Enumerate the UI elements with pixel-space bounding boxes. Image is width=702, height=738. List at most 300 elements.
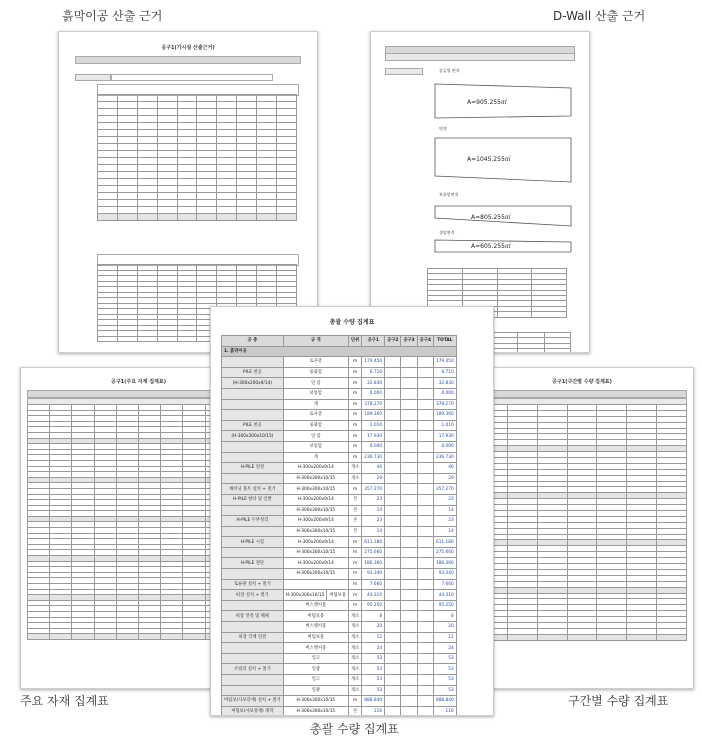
value-zone3 xyxy=(401,558,417,569)
table-cell xyxy=(217,102,237,109)
table-cell xyxy=(257,144,277,151)
dwall-sheet xyxy=(370,31,590,353)
table-cell xyxy=(161,634,183,640)
summary-header-row xyxy=(222,336,457,347)
item-spec: H-300x300x10/15 xyxy=(283,547,348,558)
value-total: 357.270 xyxy=(433,484,456,495)
table-cell xyxy=(257,193,277,200)
value-zone3 xyxy=(401,643,417,654)
table-cell xyxy=(237,179,257,186)
table-cell xyxy=(98,137,118,144)
table-cell xyxy=(117,172,137,179)
value-zone1: 46 xyxy=(362,463,385,474)
value-total: 7.660 xyxy=(433,579,456,590)
table-cell xyxy=(237,165,257,172)
table-cell xyxy=(217,158,237,165)
table-cell xyxy=(117,123,137,130)
value-zone2 xyxy=(385,420,401,431)
table-cell xyxy=(257,102,277,109)
value-total: 23 xyxy=(433,516,456,527)
table-cell xyxy=(277,116,297,123)
column-header: 단위 xyxy=(348,336,361,347)
table-cell xyxy=(177,172,197,179)
table-cell xyxy=(137,144,157,151)
table-cell xyxy=(257,95,277,102)
column-header: 공구1 xyxy=(362,336,385,347)
item-name: 토류판 설치 + 철거 xyxy=(222,579,284,590)
value-zone3 xyxy=(401,441,417,452)
header-bar xyxy=(75,56,301,64)
table-cell xyxy=(257,116,277,123)
value-total: 14 xyxy=(433,505,456,516)
table-cell xyxy=(137,186,157,193)
item-unit: m xyxy=(348,420,361,431)
table-cell xyxy=(237,214,257,221)
value-zone2 xyxy=(385,463,401,474)
caption-earth-retaining: 흙막이공 산출 근거 xyxy=(62,9,163,23)
item-unit: 개소 xyxy=(348,685,361,696)
table-cell xyxy=(237,151,257,158)
table-cell xyxy=(137,165,157,172)
table-cell xyxy=(177,137,197,144)
section-label: 1. 흙막이공 xyxy=(222,346,457,357)
table-cell xyxy=(117,214,137,221)
table-cell xyxy=(117,179,137,186)
table-cell xyxy=(197,172,217,179)
value-total: 20 xyxy=(433,622,456,633)
item-material: 버팀보용 xyxy=(327,590,349,601)
item-unit: m xyxy=(348,547,361,558)
value-total: 888.840 xyxy=(433,696,456,707)
value-zone3 xyxy=(401,505,417,516)
table-cell xyxy=(197,158,217,165)
table-cell xyxy=(217,109,237,116)
table-cell xyxy=(237,102,257,109)
item-name xyxy=(222,600,284,611)
table-cell xyxy=(117,151,137,158)
value-zone1: 95.250 xyxy=(362,600,385,611)
value-zone3 xyxy=(401,653,417,664)
table-row xyxy=(98,130,297,137)
value-zone1: 179.450 xyxy=(362,357,385,368)
table-cell xyxy=(137,130,157,137)
item-name xyxy=(222,526,284,537)
table-cell xyxy=(98,123,118,130)
table-cell xyxy=(157,193,177,200)
value-zone4 xyxy=(417,357,433,368)
table-cell xyxy=(197,193,217,200)
summary-row xyxy=(222,410,457,421)
table-cell xyxy=(137,95,157,102)
item-unit: m xyxy=(348,399,361,410)
table-row xyxy=(98,193,297,200)
summary-row xyxy=(222,463,457,474)
value-zone2 xyxy=(385,643,401,654)
item-spec: H-300x200x9/14 xyxy=(283,516,348,527)
mini-grid xyxy=(97,94,297,221)
table-cell xyxy=(217,179,237,186)
value-zone1: 32.830 xyxy=(362,378,385,389)
value-zone4 xyxy=(417,516,433,527)
value-zone1: 888.840 xyxy=(362,696,385,707)
value-zone1: 14 xyxy=(362,505,385,516)
value-zone4 xyxy=(417,685,433,696)
table-cell xyxy=(257,165,277,172)
table-cell xyxy=(177,95,197,102)
value-zone3 xyxy=(401,526,417,537)
value-zone3 xyxy=(401,632,417,643)
table-cell xyxy=(237,137,257,144)
value-zone4 xyxy=(417,643,433,654)
table-cell xyxy=(532,312,567,317)
value-zone3 xyxy=(401,579,417,590)
value-zone1: 53 xyxy=(362,664,385,675)
table-cell xyxy=(237,186,257,193)
summary-row xyxy=(222,452,457,463)
table-cell xyxy=(117,109,137,116)
value-total: 12 xyxy=(433,632,456,643)
table-cell xyxy=(237,193,257,200)
mini-grid xyxy=(477,404,687,641)
value-zone4 xyxy=(417,579,433,590)
total-quantity-sheet xyxy=(210,306,494,716)
table-cell xyxy=(94,634,116,640)
table-cell xyxy=(157,186,177,193)
value-zone1: 8 xyxy=(362,611,385,622)
item-material xyxy=(283,579,348,590)
item-name: 버팀보(사보강재) 설치 + 철거 xyxy=(222,696,284,707)
table-cell xyxy=(277,186,297,193)
table-cell xyxy=(98,144,118,151)
table-cell xyxy=(137,207,157,214)
value-zone1: 53 xyxy=(362,685,385,696)
table-row xyxy=(98,214,297,221)
summary-row xyxy=(222,388,457,399)
table-cell xyxy=(257,200,277,207)
item-spec: H-300x300x10/15 xyxy=(283,484,348,495)
item-material: 일광 xyxy=(283,685,348,696)
table-cell xyxy=(197,130,217,137)
item-unit: 개소 xyxy=(348,611,361,622)
item-name xyxy=(222,675,284,686)
table-cell xyxy=(197,165,217,172)
value-zone3 xyxy=(401,431,417,442)
value-zone4 xyxy=(417,696,433,707)
value-zone2 xyxy=(385,558,401,569)
value-zone3 xyxy=(401,706,417,716)
value-zone3 xyxy=(401,611,417,622)
summary-row xyxy=(222,547,457,558)
table-cell xyxy=(257,186,277,193)
item-spec: H-300x300x10/15 xyxy=(283,526,348,537)
dwall-highlight xyxy=(385,68,423,75)
item-name xyxy=(222,357,284,368)
table-cell xyxy=(518,349,544,353)
value-total: 1.010 xyxy=(433,420,456,431)
item-spec: H-300x200x9/14 xyxy=(283,463,348,474)
table-cell xyxy=(117,186,137,193)
item-unit: 개소 xyxy=(348,653,361,664)
value-zone2 xyxy=(385,399,401,410)
item-name: PILE 천공 xyxy=(222,420,284,431)
table-cell xyxy=(177,165,197,172)
item-material: 일고 xyxy=(283,675,348,686)
table-cell xyxy=(137,179,157,186)
value-total: 46 xyxy=(433,463,456,474)
table-row xyxy=(98,137,297,144)
value-zone1: 17.930 xyxy=(362,431,385,442)
value-zone4 xyxy=(417,420,433,431)
value-zone4 xyxy=(417,388,433,399)
table-cell xyxy=(217,193,237,200)
table-cell xyxy=(137,158,157,165)
dwall-label-2: 면적 xyxy=(439,126,447,131)
item-unit: m xyxy=(348,410,361,421)
summary-row xyxy=(222,378,457,389)
item-spec: H-300x300x10/15 xyxy=(283,473,348,484)
table-cell xyxy=(98,172,118,179)
value-zone4 xyxy=(417,452,433,463)
item-material: 보통암 xyxy=(283,388,348,399)
table-cell xyxy=(28,634,50,640)
table-cell xyxy=(98,116,118,123)
item-material: 버스앵커용 xyxy=(283,622,348,633)
table-cell xyxy=(257,130,277,137)
table-cell xyxy=(177,193,197,200)
summary-row xyxy=(222,484,457,495)
table-cell xyxy=(197,95,217,102)
table-cell xyxy=(137,214,157,221)
caption-main-materials: 주요 자재 집계표 xyxy=(20,694,109,708)
value-zone2 xyxy=(385,664,401,675)
value-zone2 xyxy=(385,484,401,495)
value-zone2 xyxy=(385,357,401,368)
table-cell xyxy=(98,95,118,102)
value-total: 53 xyxy=(433,664,456,675)
item-material: 버스앵커용 xyxy=(283,600,348,611)
highlight-row xyxy=(75,74,111,81)
value-zone3 xyxy=(401,410,417,421)
value-total: 24 xyxy=(433,643,456,654)
table-cell xyxy=(98,214,118,221)
table-cell xyxy=(277,207,297,214)
value-zone3 xyxy=(401,473,417,484)
value-zone1: 186.360 xyxy=(362,558,385,569)
table-cell xyxy=(98,151,118,158)
table-cell xyxy=(98,207,118,214)
summary-row xyxy=(222,537,457,548)
value-total: 116 xyxy=(433,706,456,716)
item-spec: H-300x200x9/14 xyxy=(283,558,348,569)
table-cell xyxy=(237,200,257,207)
item-name: 캐비닛 볼트 설치 + 철거 xyxy=(222,484,284,495)
table-cell xyxy=(98,336,118,342)
value-zone1: 7.660 xyxy=(362,579,385,590)
item-unit: 본 xyxy=(348,494,361,505)
summary-row xyxy=(222,569,457,580)
table-row xyxy=(98,123,297,130)
item-spec: H-300x200x9/14 xyxy=(283,494,348,505)
item-material: 버팀보용 xyxy=(283,611,348,622)
value-total: 8 xyxy=(433,611,456,622)
table-cell xyxy=(157,151,177,158)
dwall-area-1: A=905.255㎡ xyxy=(467,99,507,106)
table-cell xyxy=(217,165,237,172)
item-material: 토사층 xyxy=(283,410,348,421)
table-cell xyxy=(217,123,237,130)
earth-retaining-sheet xyxy=(58,31,318,353)
subheader-row xyxy=(111,74,273,81)
table-cell xyxy=(657,634,687,640)
table-cell xyxy=(277,102,297,109)
sheet-title: 공구1(가시설 산출근거) xyxy=(161,45,215,51)
table-cell xyxy=(237,130,257,137)
table-row xyxy=(98,109,297,116)
table-cell xyxy=(98,200,118,207)
table-cell xyxy=(197,214,217,221)
table-cell xyxy=(157,165,177,172)
table-cell xyxy=(157,116,177,123)
table-cell xyxy=(497,312,532,317)
summary-row xyxy=(222,367,457,378)
table-cell xyxy=(197,207,217,214)
item-name xyxy=(222,643,284,654)
table-row xyxy=(98,172,297,179)
value-zone3 xyxy=(401,388,417,399)
item-name: H-PILE 항타 및 인발 xyxy=(222,494,284,505)
value-zone3 xyxy=(401,537,417,548)
table-cell xyxy=(217,172,237,179)
table-cell xyxy=(157,214,177,221)
summary-row xyxy=(222,558,457,569)
item-name: PILE 천공 xyxy=(222,367,284,378)
value-zone1: 611.180 xyxy=(362,537,385,548)
item-material: 풍화암 xyxy=(283,420,348,431)
table-cell xyxy=(237,207,257,214)
table-cell xyxy=(137,102,157,109)
value-total: 53 xyxy=(433,653,456,664)
table-cell xyxy=(177,207,197,214)
section-header xyxy=(477,390,687,398)
item-material: 버팀보용 xyxy=(283,632,348,643)
dwall-label-4: 경암면적 xyxy=(439,230,455,235)
item-unit: m xyxy=(348,558,361,569)
value-total: 32.830 xyxy=(433,378,456,389)
item-unit: 본 xyxy=(348,526,361,537)
table-cell xyxy=(197,116,217,123)
value-total: 53 xyxy=(433,685,456,696)
value-zone4 xyxy=(417,632,433,643)
table-row xyxy=(478,634,687,640)
summary-row xyxy=(222,696,457,707)
item-name: 띠장 설치 + 철거 xyxy=(222,590,284,601)
value-total: 17.930 xyxy=(433,431,456,442)
column-header: 규 격 xyxy=(283,336,348,347)
item-name: 띠장 연결 및 해체 xyxy=(222,611,284,622)
value-zone1: 23 xyxy=(362,494,385,505)
item-name xyxy=(222,569,284,580)
table-cell xyxy=(137,137,157,144)
table-cell xyxy=(237,95,257,102)
value-zone3 xyxy=(401,516,417,527)
item-unit: m xyxy=(348,569,361,580)
item-material: 연 암 xyxy=(283,378,348,389)
summary-row xyxy=(222,473,457,484)
table-row xyxy=(98,165,297,172)
item-unit: m xyxy=(348,378,361,389)
item-name: (H-300x200x9/14) xyxy=(222,378,284,389)
value-zone3 xyxy=(401,675,417,686)
item-unit: m xyxy=(348,590,361,601)
table-cell xyxy=(217,186,237,193)
item-name xyxy=(222,622,284,633)
value-zone4 xyxy=(417,569,433,580)
item-name: 브릴러 설치 + 철거 xyxy=(222,664,284,675)
value-total: 95.250 xyxy=(433,600,456,611)
item-unit: 개소 xyxy=(348,622,361,633)
table-cell xyxy=(50,634,72,640)
table-cell xyxy=(177,158,197,165)
item-name: H-PILE 연결 xyxy=(222,463,284,474)
item-unit: m xyxy=(348,441,361,452)
table-row xyxy=(98,207,297,214)
item-unit: m xyxy=(348,388,361,399)
table-cell xyxy=(277,214,297,221)
table-cell xyxy=(137,193,157,200)
table-row xyxy=(98,116,297,123)
item-unit: 개소 xyxy=(348,675,361,686)
value-zone3 xyxy=(401,685,417,696)
dwall-area-4: A=605.255㎡ xyxy=(471,243,511,250)
table-cell xyxy=(197,137,217,144)
table-cell xyxy=(277,151,297,158)
value-zone1: 29 xyxy=(362,473,385,484)
value-zone1: 44.310 xyxy=(362,590,385,601)
value-zone3 xyxy=(401,420,417,431)
table-row xyxy=(98,158,297,165)
table-cell xyxy=(277,95,297,102)
value-zone2 xyxy=(385,441,401,452)
item-unit: m xyxy=(348,484,361,495)
value-zone1: 24 xyxy=(362,643,385,654)
value-zone3 xyxy=(401,547,417,558)
value-zone4 xyxy=(417,558,433,569)
value-zone2 xyxy=(385,611,401,622)
table-cell xyxy=(217,144,237,151)
table-cell xyxy=(217,130,237,137)
value-zone2 xyxy=(385,579,401,590)
value-zone1: 378.270 xyxy=(362,399,385,410)
table-cell xyxy=(257,214,277,221)
value-total: 6.710 xyxy=(433,367,456,378)
item-name: (H-300x300x10/15) xyxy=(222,431,284,442)
item-spec: H-300x200x9/14 xyxy=(283,537,348,548)
value-zone1: 1.010 xyxy=(362,420,385,431)
table-cell xyxy=(177,130,197,137)
table-row xyxy=(492,349,571,353)
value-zone1: 53 xyxy=(362,675,385,686)
table-cell xyxy=(277,109,297,116)
table-cell xyxy=(138,634,160,640)
table-cell xyxy=(277,130,297,137)
caption-total-quantity: 총괄 수량 집계표 xyxy=(310,722,399,736)
item-name: H-PILE 절단 xyxy=(222,558,284,569)
item-name xyxy=(222,653,284,664)
sheet-title: 공구1(주요 자재 집계표) xyxy=(110,379,166,385)
summary-row xyxy=(222,399,457,410)
table-cell xyxy=(157,144,177,151)
value-zone3 xyxy=(401,664,417,675)
